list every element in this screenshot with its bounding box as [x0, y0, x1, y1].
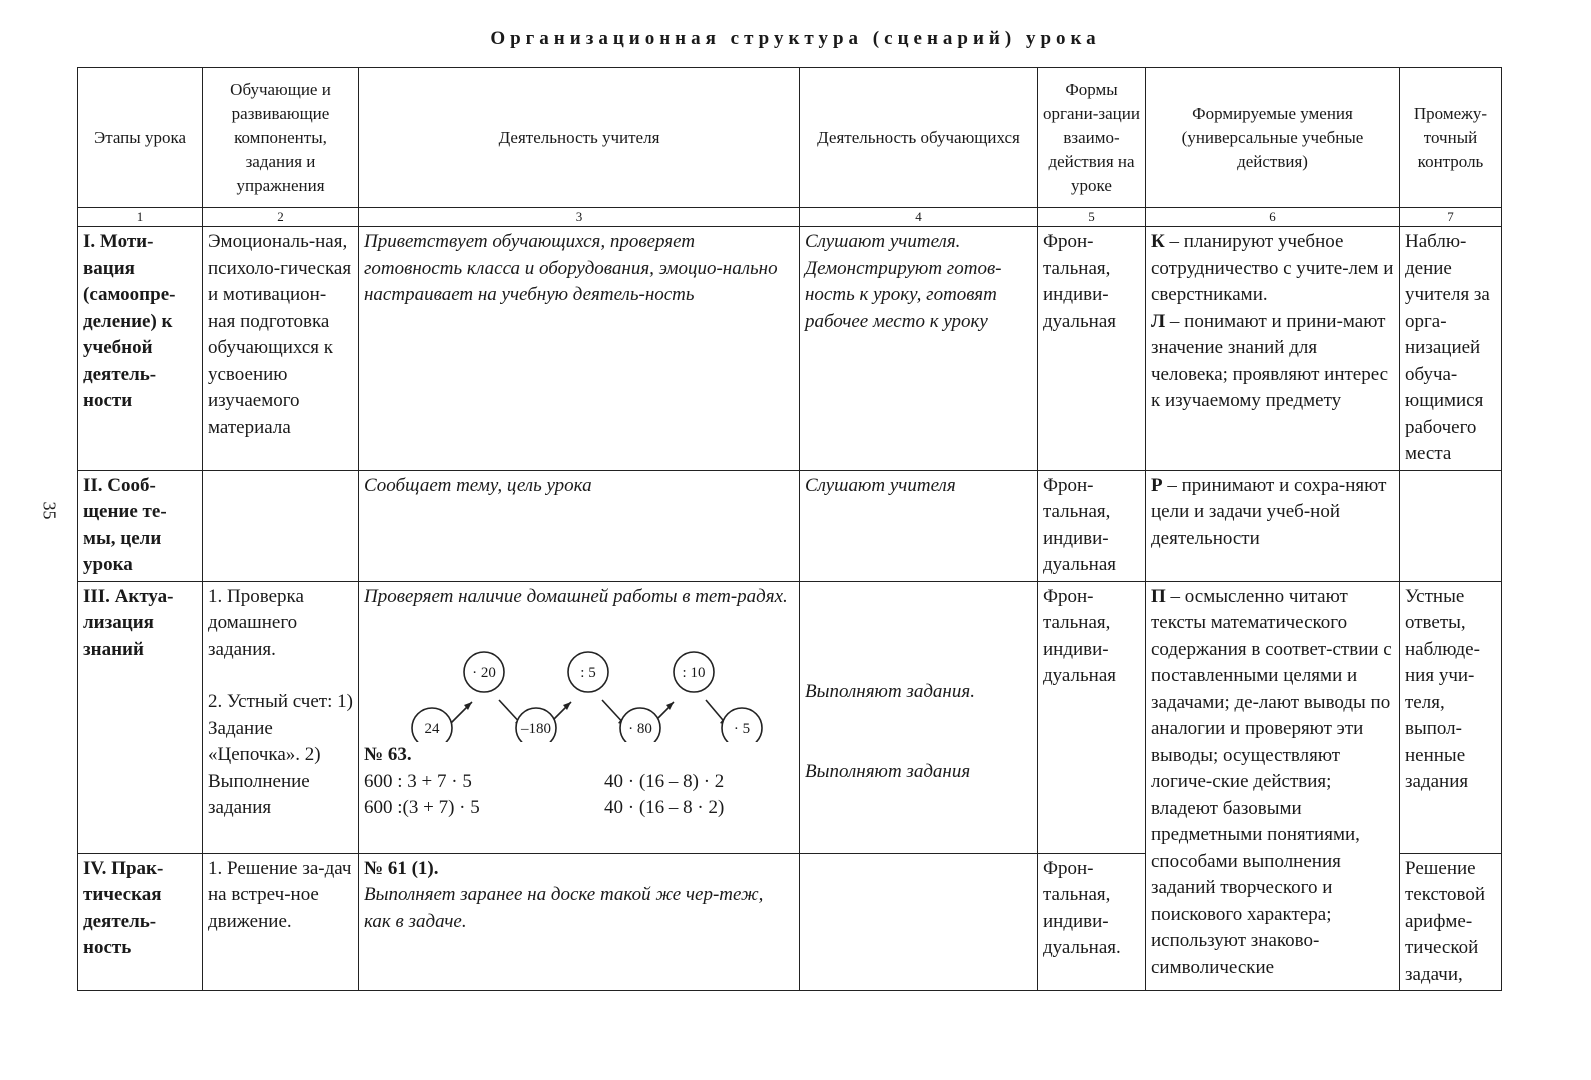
stage-cell: IV. Прак-тическая деятель-ность	[78, 853, 203, 991]
column-header-teacher: Деятельность учителя	[359, 68, 800, 208]
skills-cell	[1146, 581, 1400, 991]
skills-cell	[1146, 227, 1400, 471]
expression-grid	[364, 769, 794, 822]
teacher-activity-cell	[359, 853, 800, 991]
skill-entry	[1151, 584, 1394, 982]
interaction-forms-cell: Фрон-тальная, индиви-дуальная	[1038, 470, 1146, 581]
skill-text: – осмысленно читают тексты математического содержания в соответ-ствии с поставленными целями и задачами; де-лают выводы по аналогии и проверяют эти выводы; осуществляют логиче-ские действия; владеют базовыми предметными понятиями, способами выполнения заданий творческого и поискового характера; используют знаково-символические	[1151, 585, 1392, 978]
component-item: 2. Устный счет: 1) Задание «Цепочка». 2) Выполнение задания	[208, 691, 353, 818]
table-row	[78, 470, 1502, 581]
column-number: 1	[78, 208, 203, 227]
chain-node-label: · 20	[472, 665, 496, 681]
column-number: 4	[800, 208, 1038, 227]
components-cell: Эмоциональ-ная, психоло-гическая и мотивацион-ная подготовка обучающихся к усвоению изучаемого материала	[203, 227, 359, 471]
table-row	[78, 581, 1502, 853]
column-header-forms: Формы органи-зации взаимо-действия на уроке	[1038, 68, 1146, 208]
interaction-forms-cell: Фрон-тальная, индиви-дуальная	[1038, 227, 1146, 471]
stage-cell: I. Моти-вация (самоопре-деление) к учебной деятель-ности	[78, 227, 203, 471]
column-header-skills: Формируемые умения (универсальные учебные действия)	[1146, 68, 1400, 208]
control-cell	[1400, 470, 1502, 581]
skill-entry	[1151, 309, 1394, 415]
table-header-row	[78, 68, 1502, 208]
stage-cell: II. Сооб-щение те-мы, цели урока	[78, 470, 203, 581]
chain-node-label: · 80	[628, 721, 652, 737]
column-number: 6	[1146, 208, 1400, 227]
control-cell: Наблю-дение учителя за орга-низацией обуча-ющимися рабочего места	[1400, 227, 1502, 471]
skill-text: – понимают и прини-мают значение знаний для человека; проявляют интерес к изучаемому предмету	[1151, 310, 1389, 411]
control-cell: Устные ответы, наблюде-ния учи-теля, выпол-ненные задания	[1400, 581, 1502, 853]
student-activity-cell	[800, 581, 1038, 853]
column-header-students: Деятельность обучающихся	[800, 68, 1038, 208]
expression: 600 : 3 + 7 · 5	[364, 770, 472, 792]
chain-node-label: 24	[424, 721, 440, 737]
skill-letter: Л	[1151, 310, 1166, 332]
student-activity-cell: Слушают учителя	[800, 470, 1038, 581]
table-row	[78, 227, 1502, 471]
teacher-activity-cell	[359, 581, 800, 853]
teacher-text: Выполняет заранее на доске такой же чер-теж, как в задаче.	[364, 884, 764, 932]
interaction-forms-cell: Фрон-тальная, индиви-дуальная	[1038, 581, 1146, 853]
interaction-forms-cell: Фрон-тальная, индиви-дуальная.	[1038, 853, 1146, 991]
skill-letter: П	[1151, 585, 1166, 607]
chain-node-label: –180	[521, 721, 551, 737]
skill-entry	[1151, 473, 1394, 553]
column-number: 7	[1400, 208, 1502, 227]
column-number: 2	[203, 208, 359, 227]
teacher-activity-cell: Сообщает тему, цель урока	[359, 470, 800, 581]
column-header-control: Промежу-точный контроль	[1400, 68, 1502, 208]
components-cell	[203, 581, 359, 853]
control-cell: Решение текстовой арифме-тической задачи,	[1400, 853, 1502, 991]
skill-text: – принимают и сохра-няют цели и задачи учеб-ной деятельности	[1151, 474, 1387, 549]
components-cell	[203, 470, 359, 581]
chain-node-label: · 5	[733, 721, 751, 737]
component-item: 1. Проверка домашнего задания.	[208, 585, 304, 660]
student-activity-item: Выполняют задания	[805, 761, 971, 782]
column-header-components: Обучающие и развивающие компоненты, задания и упражнения	[203, 68, 359, 208]
components-cell: 1. Решение за-дач на встреч-ное движение.	[203, 853, 359, 991]
column-header-stages: Этапы урока	[78, 68, 203, 208]
expression: 40 · (16 – 8 · 2)	[604, 797, 725, 818]
skill-letter: К	[1151, 231, 1165, 252]
chain-diagram	[364, 622, 794, 742]
chain-node-label: : 10	[682, 665, 706, 681]
chain-node-label: : 5	[580, 665, 596, 681]
column-number: 3	[359, 208, 800, 227]
student-activity-cell	[800, 853, 1038, 991]
expression: 40 · (16 – 8) · 2	[604, 770, 725, 792]
page-number: 35	[39, 501, 60, 520]
column-number: 5	[1038, 208, 1146, 227]
skill-entry	[1151, 229, 1394, 309]
lesson-structure-table	[77, 67, 1502, 991]
student-activity-item: Выполняют задания.	[805, 680, 975, 702]
teacher-activity-cell: Приветствует обучающихся, проверяет готовность класса и оборудования, эмоцио-нально настраивает на учебную деятель-ность	[359, 227, 800, 471]
page-title: Организационная структура (сценарий) урока	[490, 28, 1101, 49]
skills-cell	[1146, 470, 1400, 581]
stage-cell: III. Актуа-лизация знаний	[78, 581, 203, 853]
task-number: № 61 (1).	[364, 857, 439, 879]
task-number: № 63.	[364, 744, 412, 765]
teacher-text: Проверяет наличие домашней работы в тет-радях.	[364, 585, 788, 607]
skill-letter: Р	[1151, 474, 1163, 496]
expression: 600 :(3 + 7) · 5	[364, 797, 480, 818]
skill-text: – планируют учебное сотрудничество с учите-лем и сверстниками.	[1151, 231, 1394, 305]
student-activity-cell: Слушают учителя. Демонстрируют готов-ность к уроку, готовят рабочее место к уроку	[800, 227, 1038, 471]
column-number-row	[78, 208, 1502, 227]
